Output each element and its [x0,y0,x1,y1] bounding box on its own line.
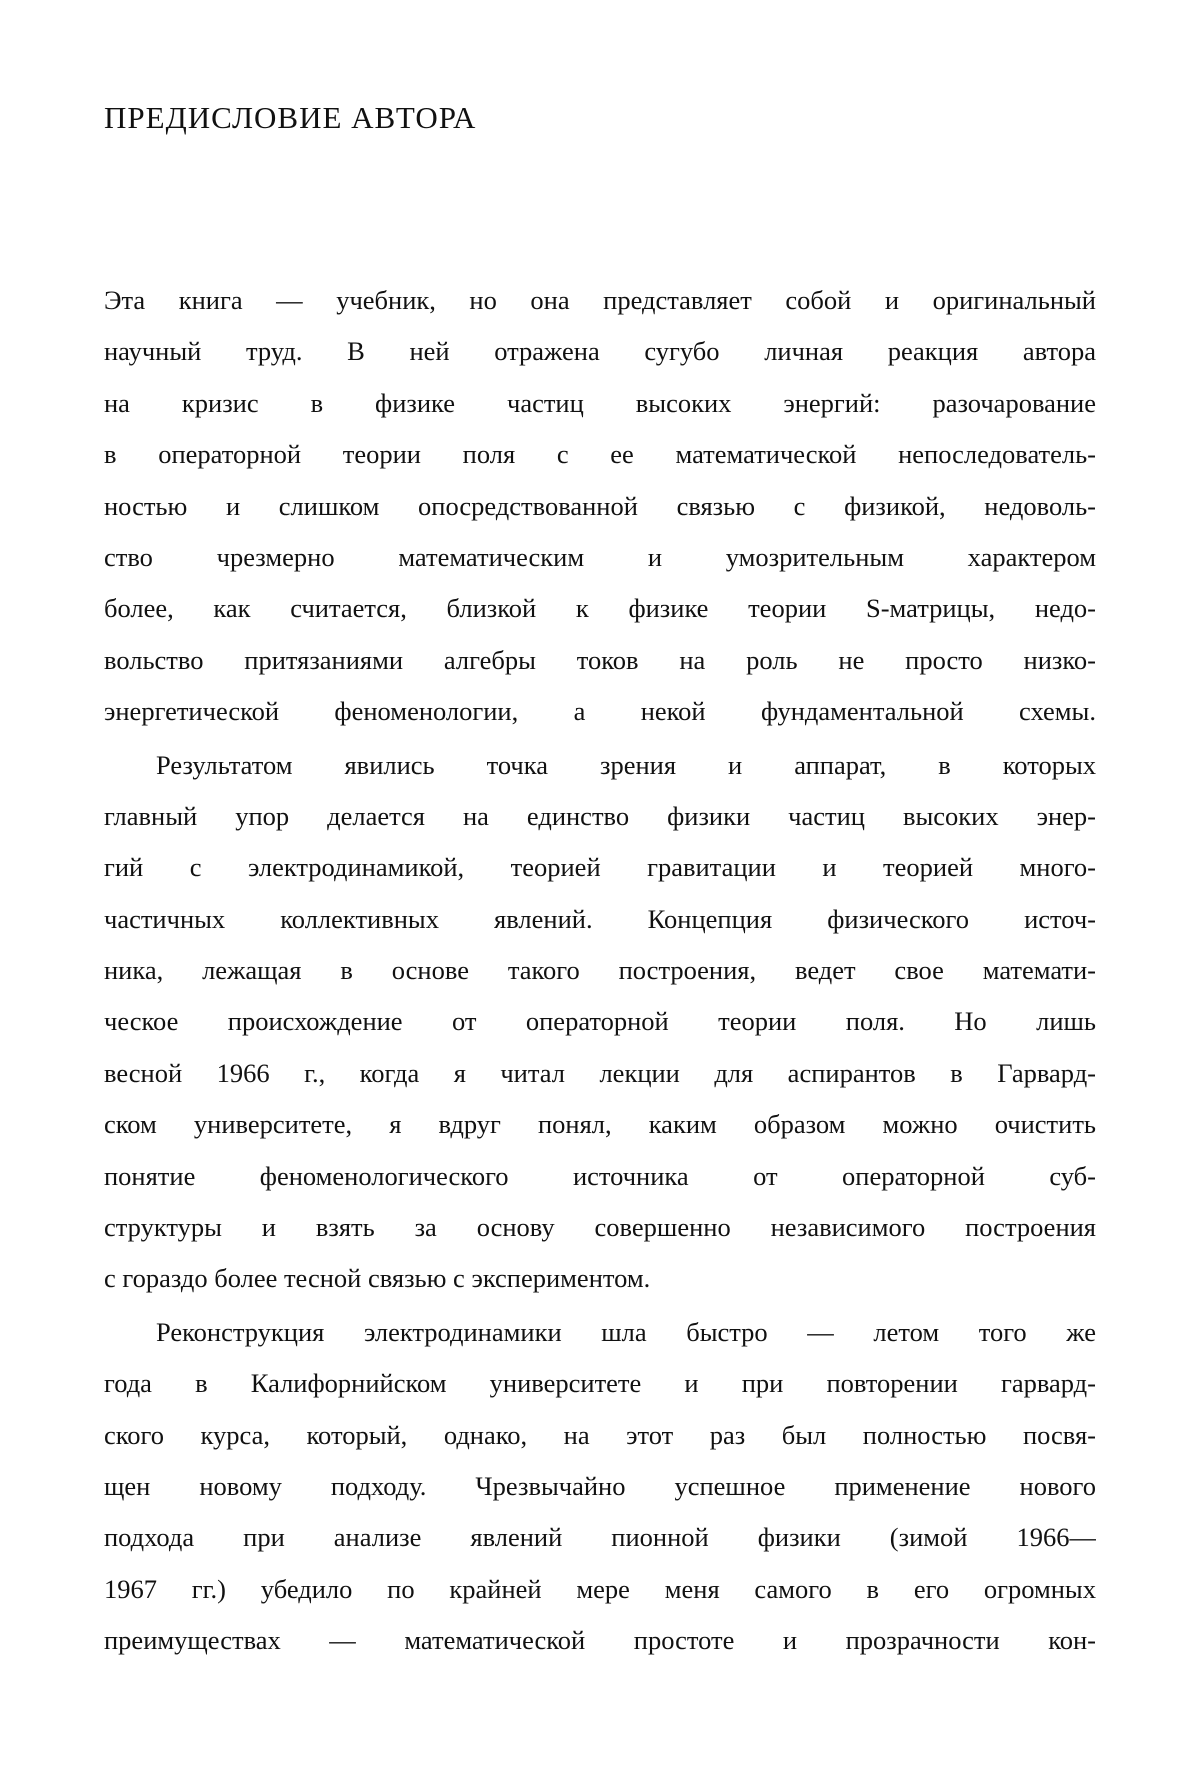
text-line: подхода при анализе явлений пионной физики (зимой 1966— [104,1522,1096,1553]
text-line: вольство притязаниями алгебры токов на роль не просто низко- [104,644,1096,675]
text-line: щен новому подходу. Чрезвычайно успешное применение нового [104,1470,1096,1501]
text-line: ского курса, который, однако, на этот раз был полностью посвя- [104,1419,1096,1450]
text-line: структуры и взять за основу совершенно независимого построения [104,1212,1096,1243]
text-line: в операторной теории поля с ее математической непоследователь- [104,439,1096,470]
text-line: на кризис в физике частиц высоких энергий: разочарование [104,387,1096,418]
text-line: понятие феноменологического источника от операторной суб- [104,1160,1096,1191]
paragraph-3 [104,1307,1096,1667]
text-line: ческое происхождение от операторной теории поля. Но лишь [104,1006,1096,1037]
text-line: весной 1966 г., когда я читал лекции для аспирантов в Гарвард- [104,1057,1096,1088]
text-line: научный труд. В ней отражена сугубо личная реакция автора [104,336,1096,367]
text-line: частичных коллективных явлений. Концепция физического источ- [104,903,1096,934]
text-line: более, как считается, близкой к физике теории S-матрицы, недо- [104,593,1096,624]
text-line: главный упор делается на единство физики частиц высоких энер- [104,800,1096,831]
text-line: энергетической феноменологии, а некой фундаментальной схемы. [104,696,1096,727]
text-line: с гораздо более тесной связью с экспериментом. [104,1263,651,1294]
text-line: 1967 гг.) убедило по крайней мере меня самого в его огромных [104,1573,1096,1604]
text-line: гий с электродинамикой, теорией гравитации и теорией много- [104,852,1096,883]
text-line: ностью и слишком опосредствованной связью с физикой, недоволь- [104,490,1096,521]
paragraph-1 [104,275,1096,738]
body-text [104,275,1096,1667]
text-line: преимуществах — математической простоте и прозрачности кон- [104,1625,1096,1656]
text-line: ском университете, я вдруг понял, каким образом можно очистить [104,1109,1096,1140]
text-line: Эта книга — учебник, но она представляет собой и оригинальный [104,285,1096,315]
text-line: Реконструкция электродинамики шла быстро — летом того же [156,1316,1096,1347]
text-line: года в Калифорнийском университете и при повторении гарвард- [104,1368,1096,1399]
text-line: Результатом явились точка зрения и аппарат, в которых [156,749,1096,780]
text-line: ство чрезмерно математическим и умозрительным характером [104,541,1096,572]
paragraph-2 [104,740,1096,1305]
text-line: ника, лежащая в основе такого построения, ведет свое математи- [104,955,1096,986]
page-heading: ПРЕДИСЛОВИЕ АВТОРА [104,100,477,135]
